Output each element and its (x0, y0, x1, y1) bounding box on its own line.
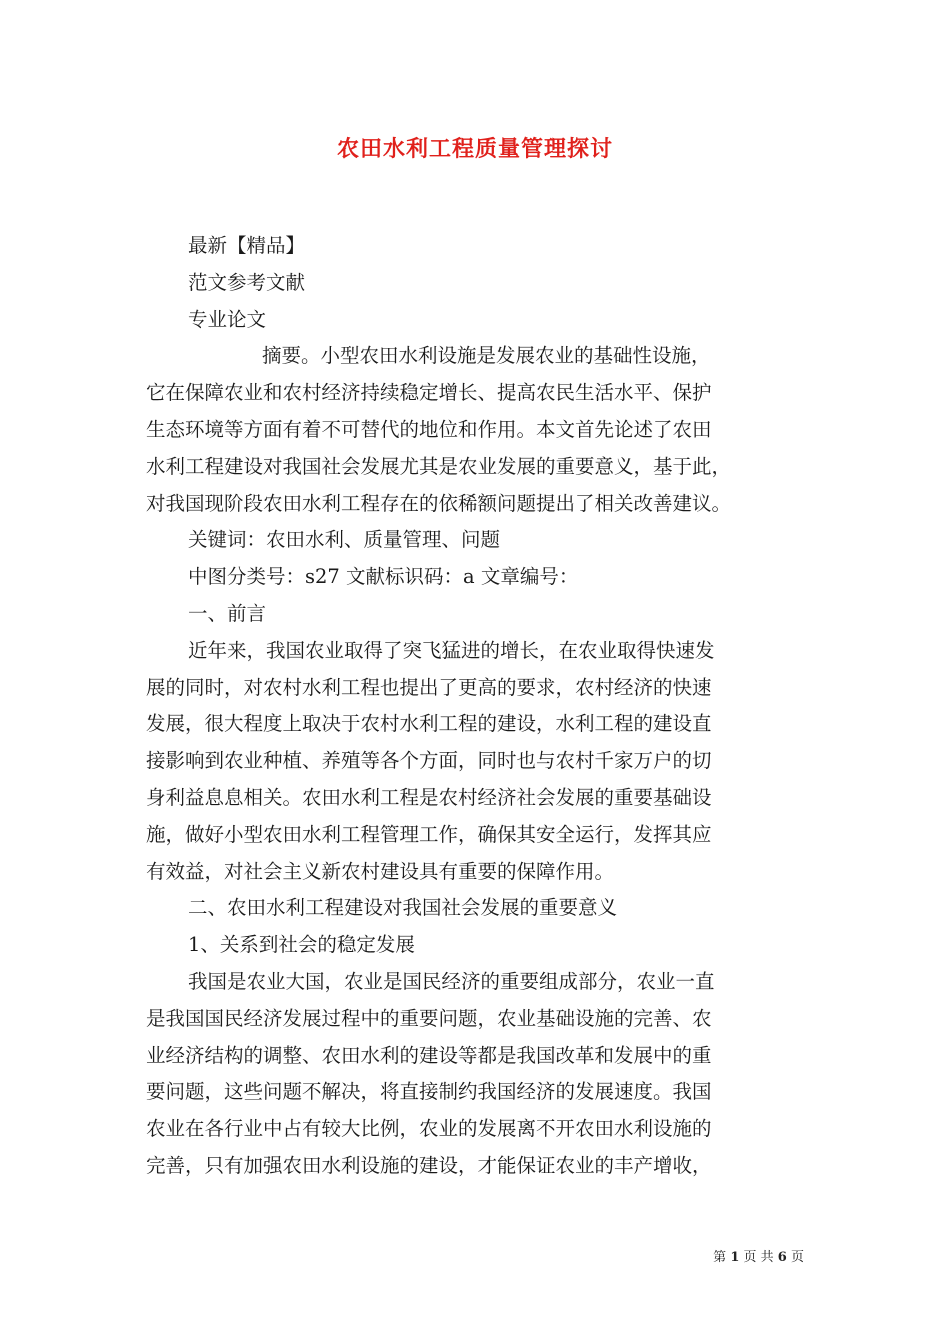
abstract-line: 生态环境等方面有着不可替代的地位和作用。本文首先论述了农田 (146, 417, 712, 441)
preface-line: 有效益，对社会主义新农村建设具有重要的保障作用。 (146, 859, 615, 883)
abstract-line: 水利工程建设对我国社会发展尤其是农业发展的重要意义，基于此， (146, 454, 732, 478)
footer-prefix: 第 (713, 1250, 727, 1265)
stability-line: 我国是农业大国，农业是国民经济的重要组成部分，农业一直 (188, 969, 715, 993)
stability-line: 农业在各行业中占有较大比例，农业的发展离不开农田水利设施的 (146, 1117, 712, 1141)
preface-line: 发展，很大程度上取决于农村水利工程的建设，水利工程的建设直 (146, 712, 712, 736)
stability-line: 业经济结构的调整、农田水利的建设等都是我国改革和发展中的重 (146, 1043, 712, 1067)
abstract-line: 对我国现阶段农田水利工程存在的依稀额问题提出了相关改善建议。 (146, 491, 732, 515)
header-line-latest: 最新【精品】 (188, 234, 306, 257)
footer-current-page: 1 (730, 1250, 740, 1265)
header-line-references: 范文参考文献 (188, 270, 306, 294)
subsection-heading-stability: 1、关系到社会的稳定发展 (188, 933, 415, 957)
footer-total-pages: 6 (777, 1250, 787, 1265)
page-number-footer (713, 1246, 804, 1265)
stability-line: 完善，只有加强农田水利设施的建设，才能保证农业的丰产增收， (146, 1153, 712, 1177)
preface-line: 展的同时，对农村水利工程也提出了更高的要求，农村经济的快速 (146, 675, 712, 699)
preface-line: 施，做好小型农田水利工程管理工作，确保其安全运行，发挥其应 (146, 822, 712, 846)
footer-suffix: 页 (790, 1250, 804, 1265)
footer-middle: 页 共 (743, 1250, 774, 1265)
abstract-line: 它在保障农业和农村经济持续稳定增长、提高农民生活水平、保护 (146, 381, 712, 405)
section-heading-preface: 一、前言 (188, 601, 267, 625)
stability-line: 是我国国民经济发展过程中的重要问题，农业基础设施的完善、农 (146, 1006, 712, 1030)
classification-line: 中图分类号：s27 文献标识码：a 文章编号： (188, 565, 579, 589)
abstract-line: 摘要。小型农田水利设施是发展农业的基础性设施， (262, 344, 711, 368)
preface-line: 接影响到农业种植、养殖等各个方面，同时也与农村千家万户的切 (146, 749, 712, 773)
document-body (146, 228, 806, 1185)
section-heading-significance: 二、农田水利工程建设对我国社会发展的重要意义 (188, 896, 618, 920)
header-line-paper: 专业论文 (188, 307, 267, 331)
stability-line: 要问题，这些问题不解决，将直接制约我国经济的发展速度。我国 (146, 1080, 712, 1104)
keywords-line: 关键词：农田水利、质量管理、问题 (188, 528, 501, 552)
preface-line: 身利益息息相关。农田水利工程是农村经济社会发展的重要基础设 (146, 785, 712, 809)
document-title: 农田水利工程质量管理探讨 (336, 136, 613, 162)
preface-line: 近年来，我国农业取得了突飞猛进的增长，在农业取得快速发 (188, 638, 715, 662)
